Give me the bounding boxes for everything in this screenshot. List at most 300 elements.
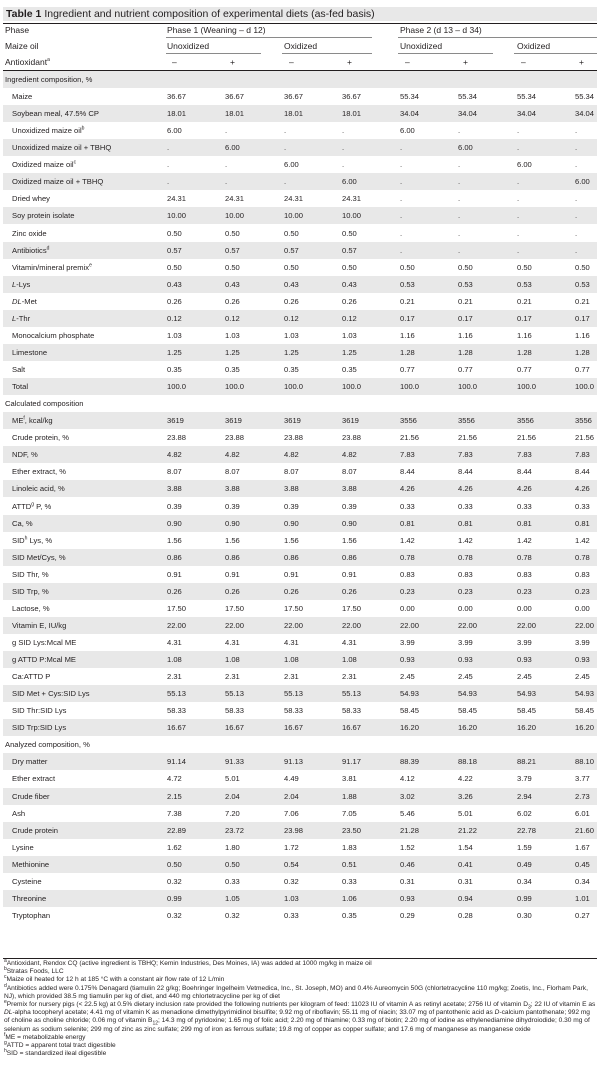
table-cell: 1.42	[400, 535, 415, 545]
table-cell: 16.67	[167, 723, 187, 733]
table-cell: 1.42	[517, 535, 532, 545]
footnote-g: $^g$ATTD = apparent total tract digestible	[4, 1039, 116, 1050]
table-cell: 8.44	[517, 467, 532, 477]
table-cell: 0.83	[458, 569, 473, 579]
table-cell: 3.77	[575, 774, 590, 784]
table-cell: 17.50	[284, 603, 304, 613]
row-label: Crude protein, %	[12, 433, 69, 443]
row-label: SID$^h$ Lys, %	[12, 535, 53, 545]
table-cell: .	[400, 143, 403, 153]
table-cell: 100.0	[458, 382, 478, 392]
section-row	[3, 395, 597, 412]
table-cell: .	[400, 228, 403, 238]
header-oil-label: Maize oil	[5, 41, 39, 51]
row-label: NDF, %	[12, 450, 38, 460]
table-cell: 0.83	[575, 569, 590, 579]
table-cell: 1.03	[284, 330, 299, 340]
table-row	[3, 327, 597, 344]
table-cell: 17.50	[225, 603, 245, 613]
table-cell: 55.13	[284, 689, 304, 699]
row-label: Antibiotics$^d$	[12, 245, 50, 255]
table-cell: 4.49	[284, 774, 299, 784]
table-cell: 3556	[458, 416, 475, 426]
row-label: Ether extract, %	[12, 467, 67, 477]
table-cell: 2.15	[167, 791, 182, 801]
table-cell: .	[400, 160, 403, 170]
table-cell: 8.07	[225, 467, 240, 477]
table-cell: 7.83	[400, 450, 415, 460]
table-cell: 3.79	[517, 774, 532, 784]
table-cell: 1.25	[225, 347, 240, 357]
table-row	[3, 276, 597, 293]
table-cell: 22.00	[575, 620, 595, 630]
row-label: SID Met + Cys:SID Lys	[12, 689, 90, 699]
table-cell: 7.83	[458, 450, 473, 460]
header-antioxidant-row	[3, 56, 597, 68]
table-cell: 0.81	[575, 518, 590, 528]
row-label: Threonine	[12, 893, 47, 903]
table-cell: 1.01	[575, 893, 590, 903]
table-caption	[3, 7, 597, 21]
row-label: Ether extract	[12, 774, 56, 784]
table-cell: 21.56	[400, 433, 420, 443]
table-cell: 0.12	[167, 313, 182, 323]
row-label: Zinc oxide	[12, 228, 47, 238]
table-cell: 100.0	[342, 382, 362, 392]
table-cell: 22.89	[167, 825, 187, 835]
table-cell: 100.0	[517, 382, 537, 392]
table-cell: 58.33	[342, 706, 362, 716]
header-sign: –	[172, 57, 177, 67]
table-cell: 4.22	[458, 774, 473, 784]
table-cell: 22.00	[342, 620, 362, 630]
table-cell: 22.00	[517, 620, 537, 630]
table-cell: .	[458, 126, 461, 136]
table-cell: 1.05	[225, 893, 240, 903]
table-cell: 3619	[225, 416, 242, 426]
table-cell: 3556	[575, 416, 592, 426]
table-cell: 1.56	[225, 535, 240, 545]
table-cell: 2.04	[284, 791, 299, 801]
row-label: Oxidized maize oil + TBHQ	[12, 177, 104, 187]
table-cell: 0.35	[342, 910, 357, 920]
table-cell: 1.56	[167, 535, 182, 545]
table-cell: 1.03	[225, 330, 240, 340]
row-label: Soybean meal, 47.5% CP	[12, 109, 99, 119]
table-cell: 3.88	[342, 484, 357, 494]
table-cell: 1.08	[225, 655, 240, 665]
table-row	[3, 173, 597, 190]
row-label: Dried whey	[12, 194, 50, 204]
table-cell: 54.93	[575, 689, 595, 699]
table-cell: .	[517, 143, 520, 153]
table-row	[3, 156, 597, 173]
table-cell: 0.77	[517, 365, 532, 375]
table-cell: 36.67	[342, 92, 362, 102]
footnote-e: $^e$Premix for nursery pigs (< 22.5 kg) at 0.5% dietary inclusion rate provided the following nutrients per kilogram of feed: 11023 IU of vitamin A as retinyl acetate; 2756 IU of vitamin $D_3$; 22 IU of vitamin E as DL-alpha tocopheryl acetate; 4.41 mg of vitamin K as menadione dimethylpyrimidinol bisulfite; 9.92 mg of riboflavin; 55.11 mg of niacin; 33.07 mg of pantothenic acid as D-calcium pantothenate; 992 mg of choline as choline chloride; 0.06 mg of vitamin $B_{12}$; 14.3 mg of pyridoxine; 1.65 mg of folic acid; 2.20 mg of thiamine; 0.33 mg of biotin; 2.20 mg of iodine as ethylenediamine dihydroiodide; 0.30 mg of selenium as sodium selenite; 299 mg of zinc as zinc sulfate; 299 mg of iron as ferrous sulfate; 19.8 mg of copper as copper sulfate; and 17.6 mg of manganese as manganese oxide	[4, 998, 596, 1033]
table-row	[3, 856, 597, 873]
table-cell: 0.00	[575, 603, 590, 613]
table-cell: 4.31	[284, 637, 299, 647]
table-cell: .	[517, 126, 520, 136]
table-cell: 3.88	[225, 484, 240, 494]
footnote-f: $^f$ME = metabolizable energy	[4, 1031, 86, 1041]
table-cell: .	[517, 211, 520, 221]
table-cell: 0.33	[284, 910, 299, 920]
table-cell: 23.50	[342, 825, 362, 835]
table-cell: 2.31	[342, 672, 357, 682]
table-cell: 0.33	[575, 501, 590, 511]
table-cell: 0.99	[167, 893, 182, 903]
table-cell: 0.99	[517, 893, 532, 903]
table-cell: 0.26	[225, 586, 240, 596]
table-row	[3, 651, 597, 668]
table-row	[3, 839, 597, 856]
table-cell: 34.04	[458, 109, 478, 119]
row-label: Lactose, %	[12, 603, 50, 613]
table-cell: 7.38	[167, 808, 182, 818]
table-cell: 4.82	[225, 450, 240, 460]
table-cell: 6.02	[517, 808, 532, 818]
header-sign: –	[405, 57, 410, 67]
table-cell: 0.28	[458, 910, 473, 920]
table-cell: 0.46	[400, 859, 415, 869]
table-row	[3, 907, 597, 924]
table-cell: 23.88	[342, 433, 362, 443]
table-cell: 0.86	[342, 552, 357, 562]
table-title: Ingredient and nutrient composition of experimental diets (as-fed basis)	[44, 8, 375, 20]
table-cell: 1.59	[517, 842, 532, 852]
table-cell: 0.26	[342, 296, 357, 306]
table-cell: 0.43	[342, 279, 357, 289]
table-row	[3, 412, 597, 429]
section-label: Analyzed composition, %	[5, 740, 90, 750]
table-cell: 1.08	[284, 655, 299, 665]
table-cell: 0.91	[225, 569, 240, 579]
table-cell: 23.72	[225, 825, 245, 835]
table-row	[3, 788, 597, 805]
table-cell: 1.16	[458, 330, 473, 340]
table-cell: 4.72	[167, 774, 182, 784]
table-cell: 3.26	[458, 791, 473, 801]
row-label: SID Trp:SID Lys	[12, 723, 67, 733]
table-row	[3, 242, 597, 259]
table-cell: 0.53	[517, 279, 532, 289]
row-label: Cysteine	[12, 876, 42, 886]
table-cell: 0.53	[458, 279, 473, 289]
table-cell: 0.77	[575, 365, 590, 375]
table-cell: 1.28	[517, 347, 532, 357]
table-cell: .	[458, 177, 461, 187]
table-cell: 100.0	[400, 382, 420, 392]
table-cell: 0.50	[225, 859, 240, 869]
section-label: Calculated composition	[5, 399, 84, 409]
table-cell: 34.04	[575, 109, 595, 119]
table-cell: 3619	[342, 416, 359, 426]
table-cell: 1.06	[342, 893, 357, 903]
table-cell: 1.83	[342, 842, 357, 852]
table-cell: 0.35	[225, 365, 240, 375]
table-cell: 0.50	[458, 262, 473, 272]
row-label: Ca:ATTD P	[12, 672, 51, 682]
table-cell: 16.67	[284, 723, 304, 733]
footnote-h: $^h$SID = standardized ileal digestible	[4, 1048, 107, 1058]
table-cell: 1.28	[458, 347, 473, 357]
table-cell: 0.12	[342, 313, 357, 323]
table-cell: 8.07	[284, 467, 299, 477]
table-row	[3, 122, 597, 139]
table-cell: 0.93	[458, 655, 473, 665]
header-oil-row	[3, 40, 597, 52]
table-cell: 0.39	[342, 501, 357, 511]
table-cell: 88.18	[458, 757, 478, 767]
table-cell: 18.01	[167, 109, 187, 119]
table-cell: 16.67	[225, 723, 245, 733]
table-cell: 91.13	[284, 757, 304, 767]
table-cell: 22.00	[225, 620, 245, 630]
table-cell: .	[284, 177, 287, 187]
table-cell: 0.43	[225, 279, 240, 289]
table-cell: 4.26	[575, 484, 590, 494]
table-cell: 1.03	[167, 330, 182, 340]
table-cell: 0.93	[575, 655, 590, 665]
table-cell: 21.56	[458, 433, 478, 443]
table-cell: 0.50	[167, 228, 182, 238]
table-cell: 4.12	[400, 774, 415, 784]
table-cell: 54.93	[517, 689, 537, 699]
table-cell: 7.05	[342, 808, 357, 818]
table-row	[3, 600, 597, 617]
table-cell: 6.00	[458, 143, 473, 153]
table-cell: 3619	[284, 416, 301, 426]
footnotes	[4, 957, 596, 1058]
header-unoxidized-1: Unoxidized	[167, 41, 210, 51]
table-cell: 21.60	[575, 825, 595, 835]
table-cell: .	[284, 126, 287, 136]
table-cell: 0.23	[575, 586, 590, 596]
table-cell: .	[575, 245, 578, 255]
table-row	[3, 310, 597, 327]
table-cell: 0.50	[225, 262, 240, 272]
table-cell: .	[167, 177, 170, 187]
table-cell: 0.91	[342, 569, 357, 579]
table-cell: 0.32	[225, 910, 240, 920]
table-cell: 2.73	[575, 791, 590, 801]
table-cell: 7.06	[284, 808, 299, 818]
table-cell: 36.67	[225, 92, 245, 102]
table-cell: 18.01	[225, 109, 245, 119]
table-row	[3, 583, 597, 600]
table-cell: .	[400, 177, 403, 187]
table-cell: 91.14	[167, 757, 187, 767]
table-cell: 0.33	[400, 501, 415, 511]
section-row	[3, 736, 597, 753]
row-label: Maize	[12, 92, 33, 102]
table-cell: 54.93	[458, 689, 478, 699]
table-cell: 91.17	[342, 757, 362, 767]
table-cell: 100.0	[284, 382, 304, 392]
table-cell: 0.86	[225, 552, 240, 562]
row-label: L-Thr	[12, 313, 31, 323]
table-cell: .	[458, 194, 461, 204]
table-row	[3, 685, 597, 702]
table-cell: .	[575, 143, 578, 153]
row-label: $ME^f$, kcal/kg	[12, 415, 53, 426]
table-cell: 1.25	[342, 347, 357, 357]
row-label: ATTD$^g$ P, %	[12, 500, 52, 511]
table-cell: 0.77	[400, 365, 415, 375]
table-cell: 0.21	[517, 296, 532, 306]
table-cell: 0.49	[517, 859, 532, 869]
table-cell: .	[342, 143, 345, 153]
header-sign: +	[463, 57, 468, 67]
header-phase2: Phase 2 (d 13 – d 34)	[400, 25, 482, 35]
table-cell: 6.00	[517, 160, 532, 170]
row-label: Unoxidized maize oil + TBHQ	[12, 143, 112, 153]
row-label: Dry matter	[12, 757, 48, 767]
table-cell: .	[517, 194, 520, 204]
table-cell: 55.13	[225, 689, 245, 699]
table-cell: 16.20	[517, 723, 537, 733]
table-cell: 0.27	[575, 910, 590, 920]
table-cell: 91.33	[225, 757, 245, 767]
table-cell: 7.20	[225, 808, 240, 818]
table-row	[3, 617, 597, 634]
table-row	[3, 446, 597, 463]
header-unoxidized-2: Unoxidized	[400, 41, 443, 51]
table-cell: 0.29	[400, 910, 415, 920]
table-cell: 0.57	[342, 245, 357, 255]
table-cell: 0.00	[458, 603, 473, 613]
row-label: Salt	[12, 365, 26, 375]
table-cell: 1.16	[575, 330, 590, 340]
row-label: DL-Met	[12, 296, 37, 306]
table-cell: 0.34	[575, 876, 590, 886]
table-cell: 0.50	[167, 859, 182, 869]
table-cell: 0.93	[400, 655, 415, 665]
table-cell: 1.56	[284, 535, 299, 545]
table-row	[3, 429, 597, 446]
table-cell: 0.50	[342, 262, 357, 272]
table-cell: 0.17	[458, 313, 473, 323]
table-cell: 6.00	[284, 160, 299, 170]
table-cell: 1.08	[167, 655, 182, 665]
table-cell: 1.03	[284, 893, 299, 903]
row-label: SID Thr:SID Lys	[12, 706, 67, 716]
header-oxidized-2: Oxidized	[517, 41, 551, 51]
table-row	[3, 344, 597, 361]
header-sign: +	[347, 57, 352, 67]
table-cell: 4.26	[517, 484, 532, 494]
table-cell: 8.44	[400, 467, 415, 477]
row-label: Linoleic acid, %	[12, 484, 65, 494]
table-cell: 1.52	[400, 842, 415, 852]
table-cell: 58.33	[284, 706, 304, 716]
table-cell: 0.12	[225, 313, 240, 323]
table-cell: 55.34	[517, 92, 537, 102]
table-cell: 0.57	[225, 245, 240, 255]
table-cell: 5.01	[458, 808, 473, 818]
table-cell: 0.21	[458, 296, 473, 306]
table-cell: 36.67	[167, 92, 187, 102]
table-cell: 88.21	[517, 757, 537, 767]
table-cell: 55.34	[400, 92, 420, 102]
table-cell: .	[458, 160, 461, 170]
row-label: SID Trp, %	[12, 586, 49, 596]
unox1-underline	[166, 53, 261, 54]
header-antioxidant-label: Antioxidant$^a$	[5, 57, 50, 67]
header-sign: –	[521, 57, 526, 67]
table-cell: 0.50	[517, 262, 532, 272]
table-cell: .	[458, 211, 461, 221]
table-cell: 3.99	[517, 637, 532, 647]
table-cell: 0.53	[575, 279, 590, 289]
table-cell: 6.01	[575, 808, 590, 818]
table-cell: 3556	[517, 416, 534, 426]
row-label: Unoxidized maize oil$^b$	[12, 125, 85, 136]
table-cell: 0.91	[167, 569, 182, 579]
table-cell: 0.51	[342, 859, 357, 869]
table-row	[3, 566, 597, 583]
table-row	[3, 532, 597, 549]
table-cell: 0.90	[284, 518, 299, 528]
table-cell: 8.07	[167, 467, 182, 477]
table-cell: 10.00	[284, 211, 304, 221]
table-cell: 0.57	[167, 245, 182, 255]
table-cell: 1.16	[517, 330, 532, 340]
table-cell: .	[458, 228, 461, 238]
table-cell: 0.57	[284, 245, 299, 255]
row-label: Vitamin E, IU/kg	[12, 620, 67, 630]
table-cell: 6.00	[342, 177, 357, 187]
table-cell: 0.00	[400, 603, 415, 613]
table-row	[3, 88, 597, 105]
table-cell: 1.72	[284, 842, 299, 852]
table-cell: 0.35	[284, 365, 299, 375]
table-cell: 0.50	[284, 262, 299, 272]
row-label: Tryptophan	[12, 910, 51, 920]
table-cell: 10.00	[225, 211, 245, 221]
table-cell: .	[342, 160, 345, 170]
table-cell: 1.67	[575, 842, 590, 852]
footnote-a: $^a$Antioxidant, Rendox CQ (active ingredient is TBHQ; Kemin Industries, Des Moines, IA) was added at 1000 mg/kg in maize oil	[4, 957, 372, 967]
table-cell: 1.28	[575, 347, 590, 357]
table-cell: 0.12	[284, 313, 299, 323]
row-label: Total	[12, 382, 29, 392]
table-cell: 36.67	[284, 92, 304, 102]
table-cell: 24.31	[225, 194, 245, 204]
table-cell: 8.44	[575, 467, 590, 477]
table-cell: 0.35	[342, 365, 357, 375]
row-label: g SID Lys:Mcal ME	[12, 637, 77, 647]
table-cell: 16.20	[458, 723, 478, 733]
row-label: Soy protein isolate	[12, 211, 75, 221]
table-row	[3, 515, 597, 532]
table-row	[3, 361, 597, 378]
table-cell: 0.34	[517, 876, 532, 886]
table-cell: 0.81	[458, 518, 473, 528]
table-row	[3, 890, 597, 907]
unox2-underline	[398, 53, 493, 54]
phase2-underline	[398, 37, 597, 38]
table-cell: 17.50	[342, 603, 362, 613]
table-cell: 55.34	[575, 92, 595, 102]
table-cell: 0.32	[167, 910, 182, 920]
table-row	[3, 498, 597, 515]
table-cell: 22.00	[458, 620, 478, 630]
footnote-c: $^c$Maize oil heated for 12 h at 185 °C with a constant air flow rate of 12 L/min	[4, 974, 225, 984]
table-cell: .	[342, 126, 345, 136]
